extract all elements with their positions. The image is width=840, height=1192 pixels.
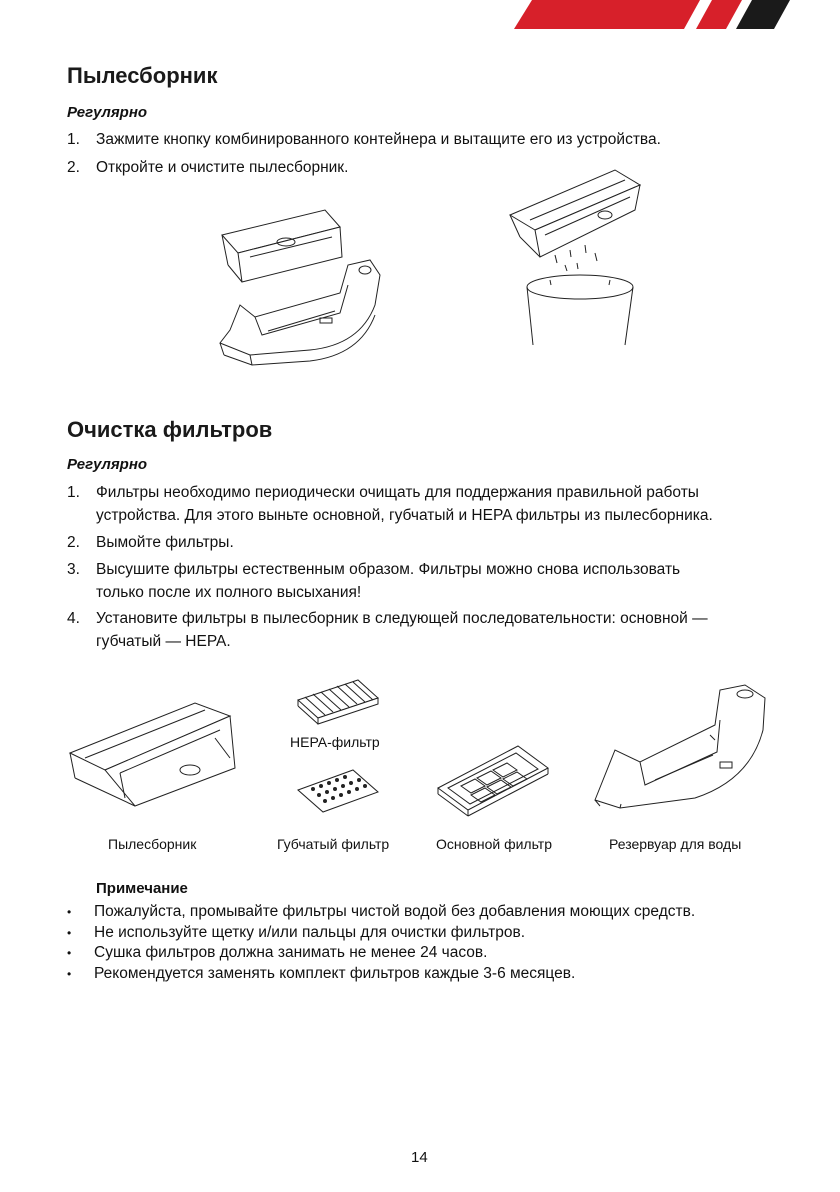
- page-number: 14: [411, 1149, 428, 1166]
- note-item-2: • Не используйте щетку и/или пальцы для очистки фильтров.: [67, 924, 525, 941]
- note-item-4: • Рекомендуется заменять комплект фильтров каждые 3-6 месяцев.: [67, 965, 576, 982]
- filter-step-2: 2. Вымойте фильтры.: [67, 534, 234, 551]
- caption-water-tank: Резервуар для воды: [609, 836, 742, 852]
- water-tank-illustration: [585, 680, 775, 810]
- dustbin-emptying-illustration: [505, 165, 675, 355]
- filter-step-3: 3. Высушите фильтры естественным образом. Фильтры можно снова использовать только после их полного высыхания!: [67, 561, 681, 601]
- dustbin-removal-illustration: [210, 205, 390, 375]
- section-title-dustbin: Пылесборник: [67, 63, 218, 88]
- section-subtitle-regularly-2: Регулярно: [67, 456, 148, 473]
- step-2: 2. Откройте и очистите пылесборник.: [67, 159, 349, 176]
- note-item-1: • Пожалуйста, промывайте фильтры чистой водой без добавления моющих средств.: [67, 903, 696, 920]
- note-title: Примечание: [96, 880, 188, 897]
- main-filter-illustration: [433, 738, 553, 818]
- caption-main-filter: Основной фильтр: [436, 836, 552, 852]
- filter-step-4: 4. Установите фильтры в пылесборник в следующей последовательности: основной — губчатый — HEPA.: [67, 610, 708, 650]
- note-item-3: • Сушка фильтров должна занимать не менее 24 часов.: [67, 944, 488, 961]
- caption-sponge-filter: Губчатый фильтр: [277, 836, 390, 852]
- step-1: 1. Зажмите кнопку комбинированного контейнера и вытащите его из устройства.: [67, 131, 661, 148]
- header-stripes: [0, 0, 840, 40]
- caption-hepa-filter: HEPA-фильтр: [290, 734, 380, 750]
- section-subtitle-regularly: Регулярно: [67, 104, 148, 121]
- open-dustbin-illustration: [65, 698, 255, 808]
- caption-dustbin: Пылесборник: [108, 836, 197, 852]
- hepa-filter-illustration: [293, 680, 383, 730]
- sponge-filter-illustration: [293, 770, 383, 820]
- section-title-filter-cleaning: Очистка фильтров: [67, 417, 273, 442]
- filter-step-1: 1. Фильтры необходимо периодически очищать для поддержания правильной работы устройства. Для этого выньте основной, губчатый и HEPA фильтры из пылесборника.: [67, 484, 713, 524]
